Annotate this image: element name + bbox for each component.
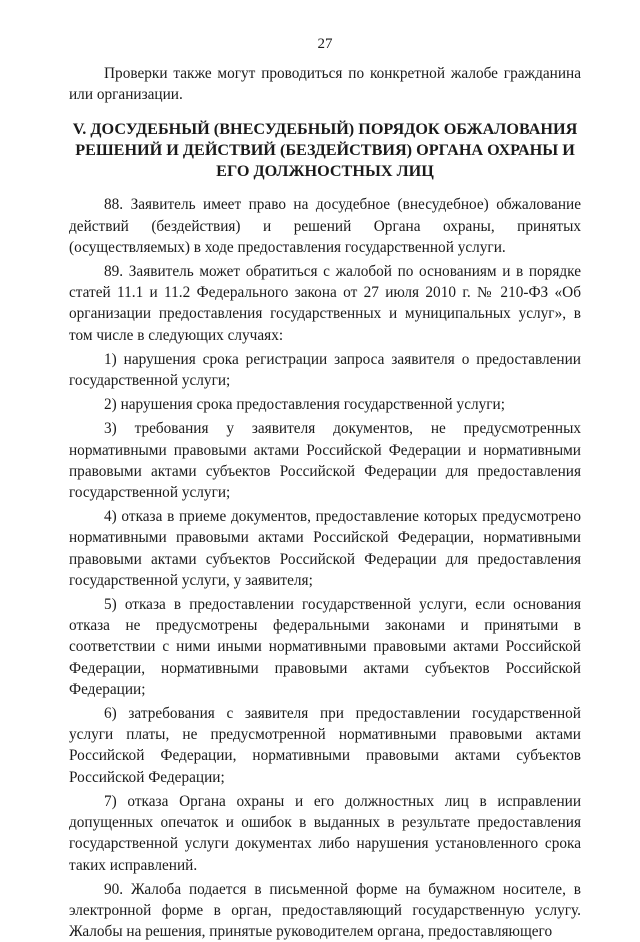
document-body — [69, 63, 581, 942]
intro-paragraph: Проверки также могут проводиться по конкретной жалобе гражданина или организации. — [69, 65, 581, 104]
page-number: 27 — [317, 36, 333, 52]
paragraph-89: 89. Заявитель может обратиться с жалобой по основаниям и в порядке статей 11.1 и 11.2 Федерального закона от 27 июля 2010 г. № 210-ФЗ «Об организации предоставления государственных и муниципальных услуг», в том числе в следующих случаях: — [69, 263, 581, 344]
paragraph-88: 88. Заявитель имеет право на досудебное (внесудебное) обжалование действий (бездействия) и решений Органа охраны, принятых (осуществляемых) в ходе предоставления государственной услуги. — [69, 196, 581, 256]
list-item-7: 7) отказа Органа охраны и его должностных лиц в исправлении допущенных опечаток и ошибок в выданных в результате предоставления государственной услуги документах либо нарушения установленного срока таких исправлений. — [69, 792, 581, 874]
paragraph-90: 90. Жалоба подается в письменной форме на бумажном носителе, в электронной форме в орган, предоставляющий государственную услугу. Жалобы на решения, принятые руководителем органа, предоставляющего — [69, 880, 581, 941]
list-item-4: 4) отказа в приеме документов, предоставление которых предусмотрено нормативными правовыми актами Российской Федерации, нормативными правовыми актами субъектов Российской Федерации для предоставления государственной услуги, у заявителя; — [69, 508, 581, 589]
list-item-5: 5) отказа в предоставлении государственной услуги, если основания отказа не предусмотрены федеральными законами и принятыми в соответствии с ними иными нормативными правовыми актами Российской Федерации, нормативными правовыми актами субъектов Российской Федерации; — [69, 596, 581, 698]
list-item-2: 2) нарушения срока предоставления государственной услуги; — [104, 396, 505, 414]
list-item-3: 3) требования у заявителя документов, не предусмотренных нормативными правовыми актами Российской Федерации и нормативными правовыми актами субъектов Российской Федерации для предоставления государственной услуги; — [69, 420, 581, 502]
list-item-1: 1) нарушения срока регистрации запроса заявителя о предоставлении государственной услуги; — [69, 350, 581, 390]
section-heading: V. ДОСУДЕБНЫЙ (ВНЕСУДЕБНЫЙ) ПОРЯДОК ОБЖАЛОВАНИЯ РЕШЕНИЙ И ДЕЙСТВИЙ (БЕЗДЕЙСТВИЯ) ОРГАНА ОХРАНЫ И ЕГО ДОЛЖНОСТНЫХ ЛИЦ — [72, 120, 578, 181]
list-item-6: 6) затребования с заявителя при предоставлении государственной услуги платы, не предусмотренной нормативными правовыми актами Российской Федерации, нормативными правовыми актами субъектов Российской Федерации; — [69, 705, 581, 786]
